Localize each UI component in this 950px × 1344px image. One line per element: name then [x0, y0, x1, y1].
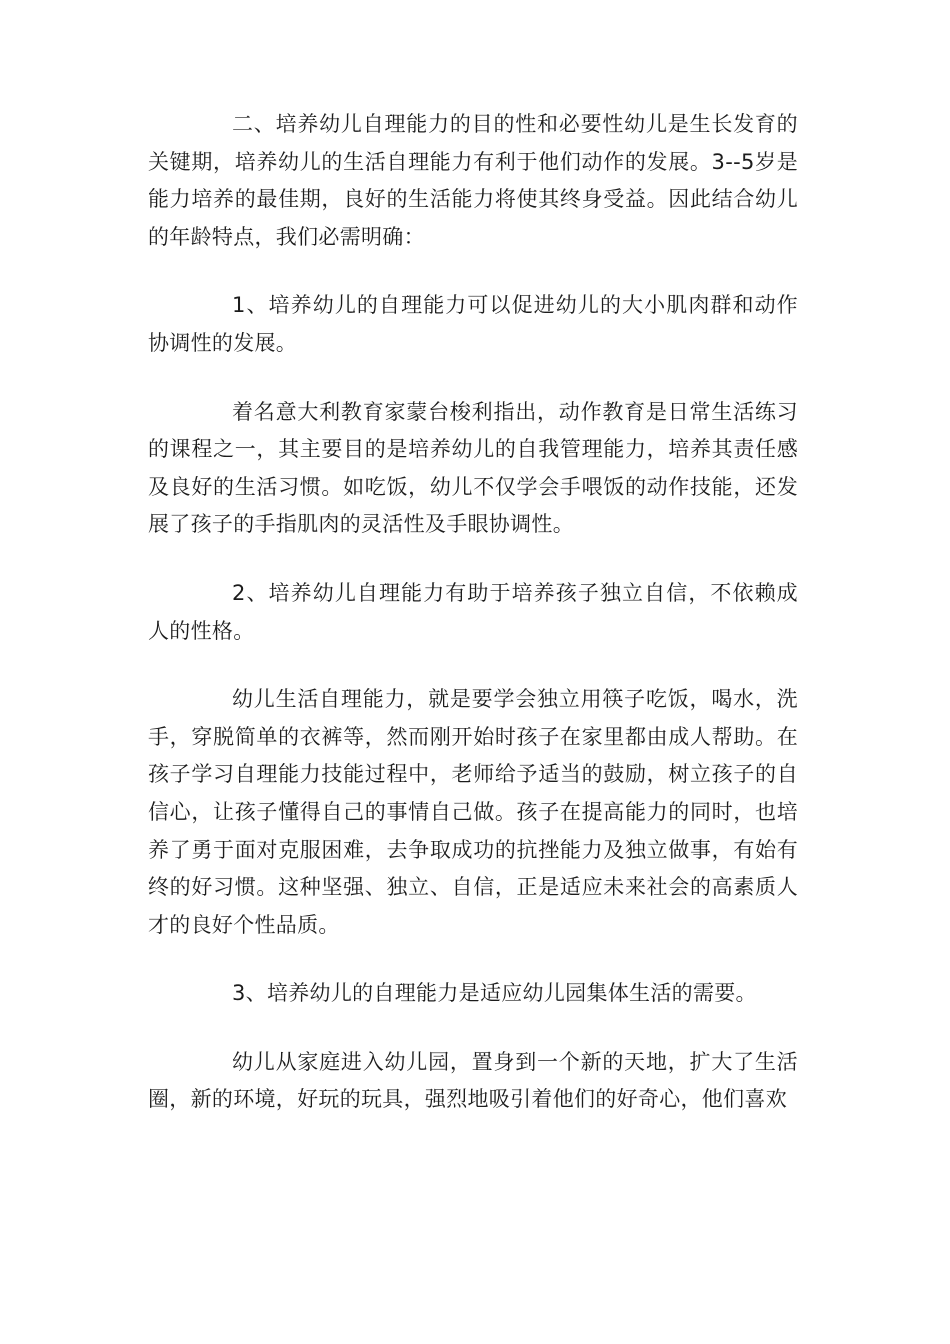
paragraph-point-3: 3、培养幼儿的自理能力是适应幼儿园集体生活的需要。 [232, 981, 757, 1006]
paragraph-point-1: 1、培养幼儿的自理能力可以促进幼儿的大小肌肉群和动作协调性的发展。 [148, 293, 798, 355]
paragraph-montessori: 着名意大利教育家蒙台梭利指出，动作教育是日常生活练习的课程之一，其主要目的是培养幼儿的自我管理能力，培养其责任感及良好的生活习惯。如吃饭，幼儿不仅学会手喂饭的动作技能，还发展了孩子的手指肌肉的灵活性及手眼协调性。 [148, 399, 798, 537]
paragraph-section-heading: 二、培养幼儿自理能力的目的性和必要性幼儿是生长发育的关键期，培养幼儿的生活自理能力有利于他们动作的发展。3--5岁是能力培养的最佳期，良好的生活能力将使其终身受益。因此结合幼儿的年龄特点，我们必需明确： [148, 112, 798, 249]
paragraph-kindergarten: 幼儿从家庭进入幼儿园，置身到一个新的天地，扩大了生活圈，新的环境，好玩的玩具，强烈地吸引着他们的好奇心，他们喜欢 [148, 1049, 798, 1112]
document-body [148, 106, 798, 1150]
paragraph-point-2: 2、培养幼儿自理能力有助于培养孩子独立自信，不依赖成人的性格。 [148, 580, 798, 643]
paragraph-self-care: 幼儿生活自理能力，就是要学会独立用筷子吃饭，喝水，洗手，穿脱简单的衣裤等，然而刚开始时孩子在家里都由成人帮助。在孩子学习自理能力技能过程中，老师给予适当的鼓励，树立孩子的自信心，让孩子懂得自己的事情自己做。孩子在提高能力的同时，也培养了勇于面对克服困难，去争取成功的抗挫能力及独立做事，有始有终的好习惯。这种坚强、独立、自信，正是适应未来社会的高素质人才的良好个性品质。 [148, 687, 798, 937]
